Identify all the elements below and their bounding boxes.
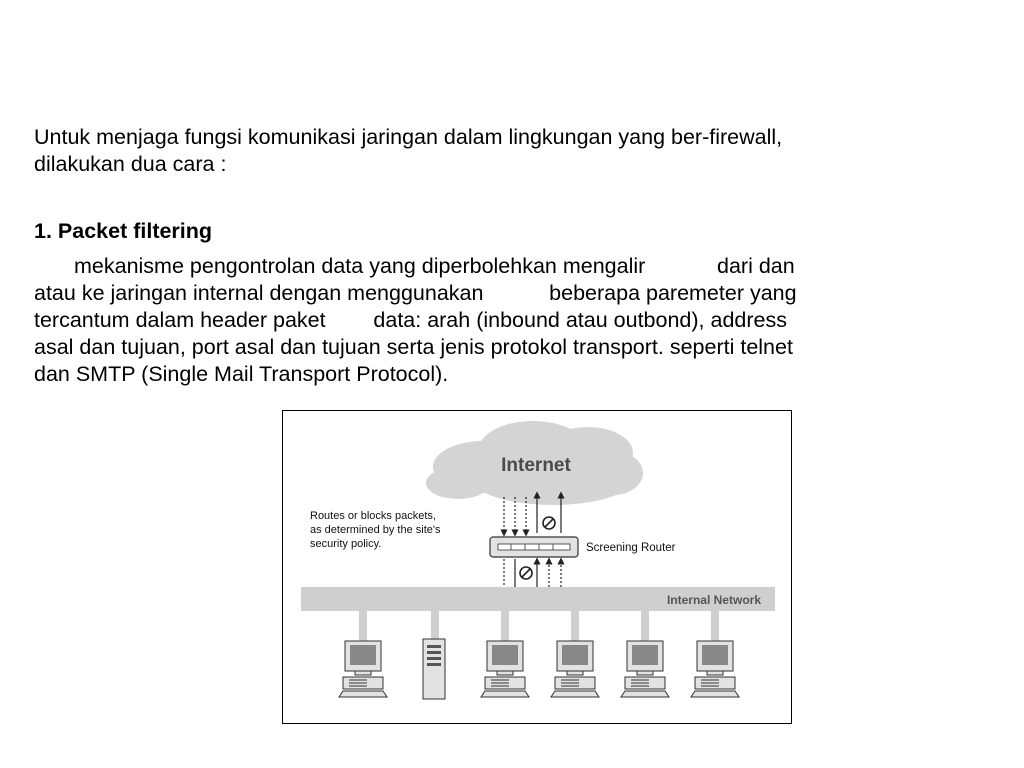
workstation-icon [481, 641, 529, 697]
note-line-3: security policy. [310, 538, 382, 550]
note-line-2: as determined by the site's [310, 524, 441, 536]
intro-line-1: Untuk menjaga fungsi komunikasi jaringan dalam lingkungan yang ber-firewall, [34, 125, 783, 149]
note-line-1: Routes or blocks packets, [310, 510, 436, 522]
paragraph-line-5: dan SMTP (Single Mail Transport Protocol). [34, 362, 449, 386]
screening-router-diagram [282, 410, 792, 724]
server-icon [423, 639, 445, 699]
paragraph-line-3: tercantum dalam header paket data: arah (inbound atau outbond), address [34, 308, 787, 332]
paragraph-line-1: mekanisme pengontrolan data yang diperbolehkan mengalir dari dan [74, 254, 795, 278]
blocked-icon-upper [543, 517, 555, 529]
section-paragraph [34, 253, 984, 388]
intro-paragraph [34, 124, 984, 178]
workstation-icon [339, 641, 387, 697]
workstation-icon [691, 641, 739, 697]
paragraph-line-4: asal dan tujuan, port asal dan tujuan serta jenis protokol transport. seperti telnet [34, 335, 793, 359]
internet-label: Internet [501, 455, 571, 476]
workstation-icon [551, 641, 599, 697]
internal-network-label: Internal Network [666, 593, 761, 607]
screening-router-icon [490, 537, 578, 557]
workstation-icon [621, 641, 669, 697]
section-heading: 1. Packet filtering [34, 219, 213, 243]
screening-router-label: Screening Router [586, 542, 676, 554]
paragraph-line-2: atau ke jaringan internal dengan menggunakan beberapa paremeter yang [34, 281, 797, 305]
diagram-canvas [283, 411, 790, 722]
intro-line-2: dilakukan dua cara : [34, 152, 227, 176]
blocked-icon-lower [520, 567, 532, 579]
